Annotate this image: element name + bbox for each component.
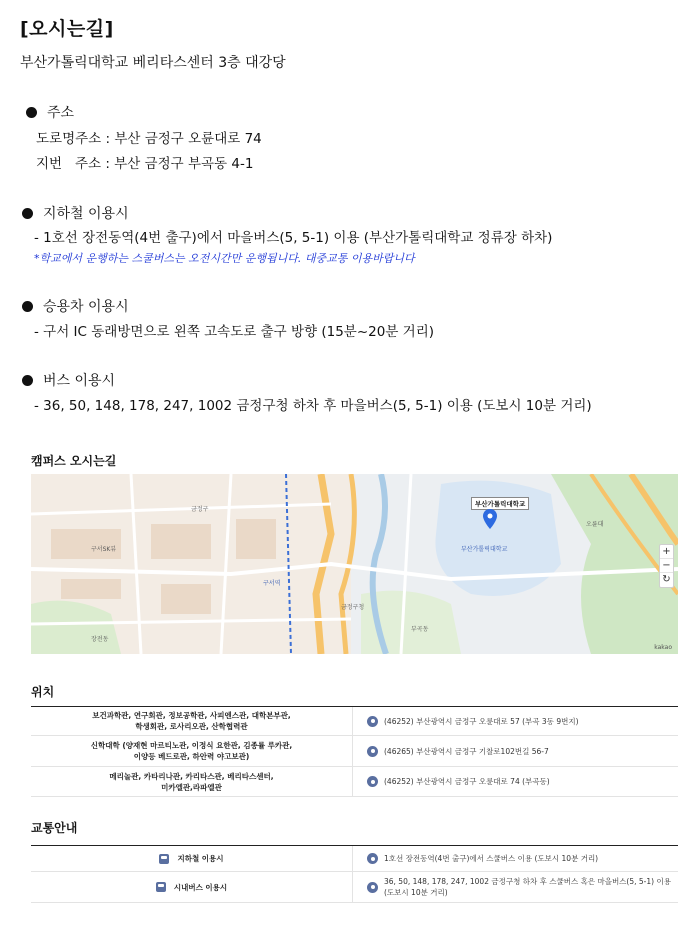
table-row xyxy=(31,872,678,903)
location-pin-icon xyxy=(367,882,378,893)
transport-desc xyxy=(353,872,678,902)
location-table xyxy=(31,706,678,797)
building-address xyxy=(353,707,678,735)
subway-heading: 지하철 이용시 xyxy=(43,206,129,222)
address-text: (46265) 부산광역시 금정구 기찰로102번길 56-7 xyxy=(384,746,549,756)
building-list: 메리놀관, 카타리나관, 카리타스관, 베리타스센터, 미카엘관,라파엘관 xyxy=(31,767,353,796)
map-zoom-control xyxy=(659,544,674,588)
campus-map[interactable] xyxy=(31,474,678,654)
bullet-icon xyxy=(22,208,33,219)
map-label: 금정구청 xyxy=(341,604,365,611)
bus-icon xyxy=(156,882,166,892)
location-pin-icon xyxy=(367,776,378,787)
table-row xyxy=(31,846,678,872)
subway-icon xyxy=(159,854,169,864)
address-heading: 주소 xyxy=(47,105,75,121)
map-label: 금정구 xyxy=(191,506,209,513)
transport-table xyxy=(31,845,678,903)
bus-directions: - 36, 50, 148, 178, 247, 1002 금정구청 하차 후 마을버스(5, 5-1) 이용 (도보시 10분 거리) xyxy=(34,398,592,414)
reset-view-button[interactable]: ↻ xyxy=(662,574,671,585)
map-marker-icon[interactable] xyxy=(483,509,497,529)
location-pin-icon xyxy=(367,716,378,727)
building-address xyxy=(353,767,678,796)
car-heading: 승용차 이용시 xyxy=(43,299,129,315)
transport-type-label: 시내버스 이용시 xyxy=(173,882,228,892)
school-bus-note: *학교에서 운행하는 스쿨버스는 오전시간만 운행됩니다. 대중교통 이용바랍니다 xyxy=(34,252,415,265)
zoom-in-button[interactable]: + xyxy=(660,545,673,559)
map-label: 구서SK뷰 xyxy=(91,546,117,553)
location-heading: 위치 xyxy=(31,685,55,699)
map-label: 부곡동 xyxy=(411,626,429,633)
transport-desc xyxy=(353,846,678,871)
transport-desc-text: 1호선 장전동역(4번 출구)에서 스쿨버스 이용 (도보시 10분 거리) xyxy=(384,854,599,863)
table-row xyxy=(31,767,678,797)
transport-heading: 교통안내 xyxy=(31,821,78,835)
bus-heading: 버스 이용시 xyxy=(43,373,116,389)
address-text: (46252) 부산광역시 금정구 오륜대로 74 (부곡동) xyxy=(384,777,550,786)
map-canvas[interactable] xyxy=(31,474,678,654)
transport-type xyxy=(31,846,353,871)
transport-type xyxy=(31,872,353,902)
car-directions: - 구서 IC 동래방면으로 왼쪽 고속도로 출구 방향 (15분~20분 거리) xyxy=(34,324,435,340)
road-address: 도로명주소 : 부산 금정구 오륜대로 74 xyxy=(36,131,262,147)
map-marker-label: 부산가톨릭대학교 xyxy=(471,497,529,510)
subway-section-heading xyxy=(22,203,129,223)
location-pin-icon xyxy=(367,853,378,864)
map-scale: kakao xyxy=(654,644,672,651)
map-label: 오륜대 xyxy=(586,521,604,528)
location-pin-icon xyxy=(367,746,378,757)
map-label: 부산가톨릭대학교 xyxy=(461,546,508,553)
bus-section-heading xyxy=(22,370,115,390)
table-row xyxy=(31,707,678,736)
page-title: [오시는길] xyxy=(20,18,114,40)
building-address xyxy=(353,736,678,766)
subway-directions: - 1호선 장전동역(4번 출구)에서 마을버스(5, 5-1) 이용 (부산가톨릭대학교 정류장 하차) xyxy=(34,230,553,246)
map-title: 캠퍼스 오시는길 xyxy=(31,454,117,468)
bullet-icon xyxy=(22,301,33,312)
bullet-icon xyxy=(26,107,37,118)
zoom-out-button[interactable]: − xyxy=(660,559,673,573)
venue-name: 부산가톨릭대학교 베리타스센터 3층 대강당 xyxy=(20,55,286,71)
map-label: 장전동 xyxy=(91,636,109,643)
lot-address: 지번 주소 : 부산 금정구 부곡동 4-1 xyxy=(36,156,254,172)
address-section-heading xyxy=(26,102,74,122)
building-list: 보건과학관, 연구회관, 정보공학관, 사피엔스관, 대학본부관, 학생회관, 로사리오관, 산학협력관 xyxy=(31,707,353,735)
table-row xyxy=(31,736,678,767)
transport-type-label: 지하철 이용시 xyxy=(177,854,224,863)
address-text: (46252) 부산광역시 금정구 오륜대로 57 (부곡 3동 9번지) xyxy=(384,716,579,726)
transport-desc-text: 36, 50, 148, 178, 247, 1002 금정구청 하차 후 스쿨버스 혹은 마을버스(5, 5-1) 이용 (도보시 10분 거리) xyxy=(384,877,671,897)
bullet-icon xyxy=(22,375,33,386)
building-list: 신학대학 (양재현 마르티노관, 이정식 요한관, 김종률 루카관, 이양등 베드로관, 하안력 야고보관) xyxy=(31,736,353,766)
car-section-heading xyxy=(22,296,129,316)
map-label: 구서역 xyxy=(263,580,281,587)
